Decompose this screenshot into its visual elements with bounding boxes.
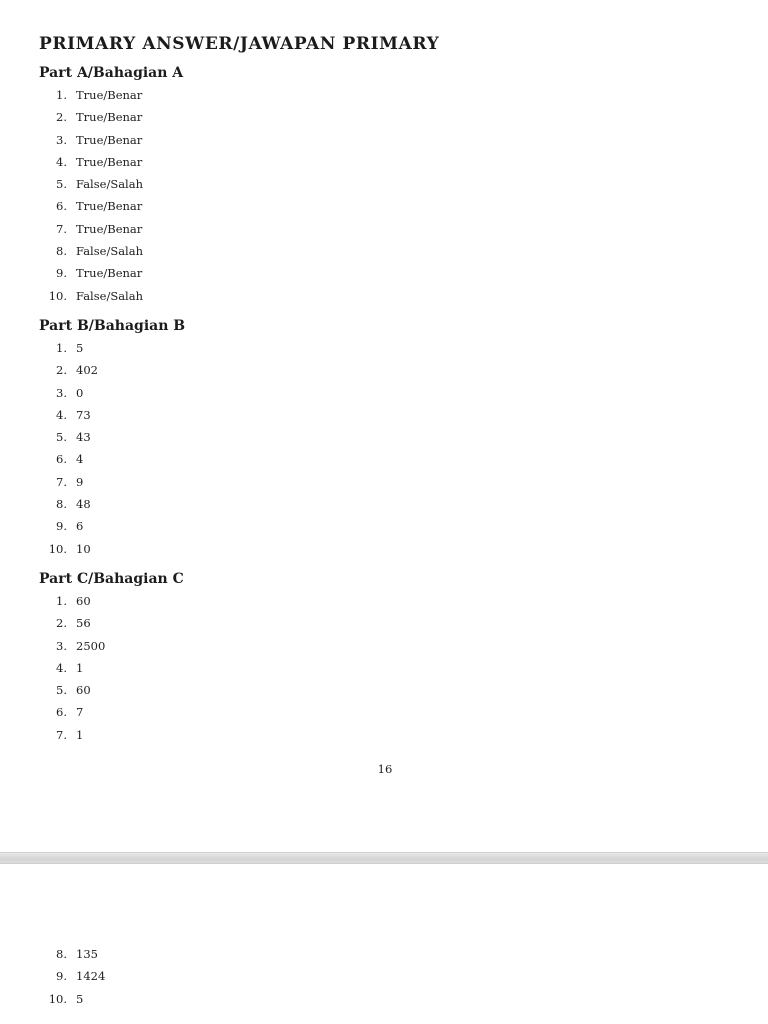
answer-number: 7.	[56, 221, 67, 236]
answer-value: True/Benar	[76, 110, 143, 125]
answer-number: 9.	[56, 519, 67, 534]
answer-number: 7.	[56, 727, 67, 742]
answer-value: True/Benar	[76, 88, 143, 102]
answer-number: 4.	[56, 154, 67, 169]
answer-number: 10.	[48, 991, 67, 1006]
answer-value: False/Salah	[76, 244, 143, 259]
answer-number: 2.	[56, 110, 67, 125]
answer-number: 8.	[56, 244, 67, 259]
answer-value: True/Benar	[76, 132, 143, 147]
section-heading-part-c: Part C/Bahagian C	[39, 571, 184, 587]
answer-value: 60	[76, 594, 91, 608]
answer-number: 1.	[56, 594, 67, 608]
answer-number: 3.	[56, 638, 67, 653]
answer-value: 402	[76, 363, 98, 378]
answer-value: False/Salah	[76, 288, 143, 303]
page-separator	[0, 852, 768, 864]
answer-value: 60	[76, 683, 91, 698]
answer-value: 73	[76, 407, 91, 422]
answer-number: 7.	[56, 474, 67, 489]
answer-value: 56	[76, 616, 91, 631]
page-number: 16	[377, 762, 393, 776]
answer-number: 8.	[56, 947, 67, 961]
answer-value: 2500	[76, 638, 106, 653]
answer-value: 9	[76, 474, 84, 489]
answer-number: 8.	[56, 497, 67, 512]
answer-value: 5	[76, 341, 84, 355]
answer-number: 4.	[56, 660, 67, 675]
answer-value: 1424	[76, 969, 106, 984]
answer-number: 4.	[56, 407, 67, 422]
answer-value: True/Benar	[76, 154, 143, 169]
answer-number: 3.	[56, 132, 67, 147]
answer-value: True/Benar	[76, 266, 143, 281]
answer-number: 2.	[56, 616, 67, 631]
answer-value: 6	[76, 519, 84, 534]
document-title: PRIMARY ANSWER/JAWAPAN PRIMARY	[39, 34, 440, 54]
answer-value: 0	[76, 385, 84, 400]
answer-number: 10.	[48, 541, 67, 556]
answer-number: 5.	[56, 430, 67, 445]
answer-value: 1	[76, 727, 84, 742]
answer-value: True/Benar	[76, 199, 143, 214]
document-page-next	[0, 864, 768, 1024]
answer-number: 5.	[56, 177, 67, 192]
answer-number: 3.	[56, 385, 67, 400]
answer-number: 1.	[56, 88, 67, 102]
answer-number: 6.	[56, 705, 67, 720]
answer-number: 9.	[56, 969, 67, 984]
answer-value: 5	[76, 991, 84, 1006]
answer-number: 10.	[48, 288, 67, 303]
answer-value: 1	[76, 660, 84, 675]
answer-number: 6.	[56, 452, 67, 467]
answer-number: 2.	[56, 363, 67, 378]
answer-value: False/Salah	[76, 177, 143, 192]
section-heading-part-a: Part A/Bahagian A	[39, 65, 184, 81]
answer-number: 1.	[56, 341, 67, 355]
answer-number: 5.	[56, 683, 67, 698]
answer-value: 48	[76, 497, 91, 512]
answer-value: 135	[76, 947, 98, 961]
answer-number: 6.	[56, 199, 67, 214]
answer-value: True/Benar	[76, 221, 143, 236]
answer-number: 9.	[56, 266, 67, 281]
section-heading-part-b: Part B/Bahagian B	[39, 318, 186, 334]
answer-value: 43	[76, 430, 91, 445]
answer-value: 7	[76, 705, 84, 720]
answer-value: 10	[76, 541, 91, 556]
answer-value: 4	[76, 452, 84, 467]
